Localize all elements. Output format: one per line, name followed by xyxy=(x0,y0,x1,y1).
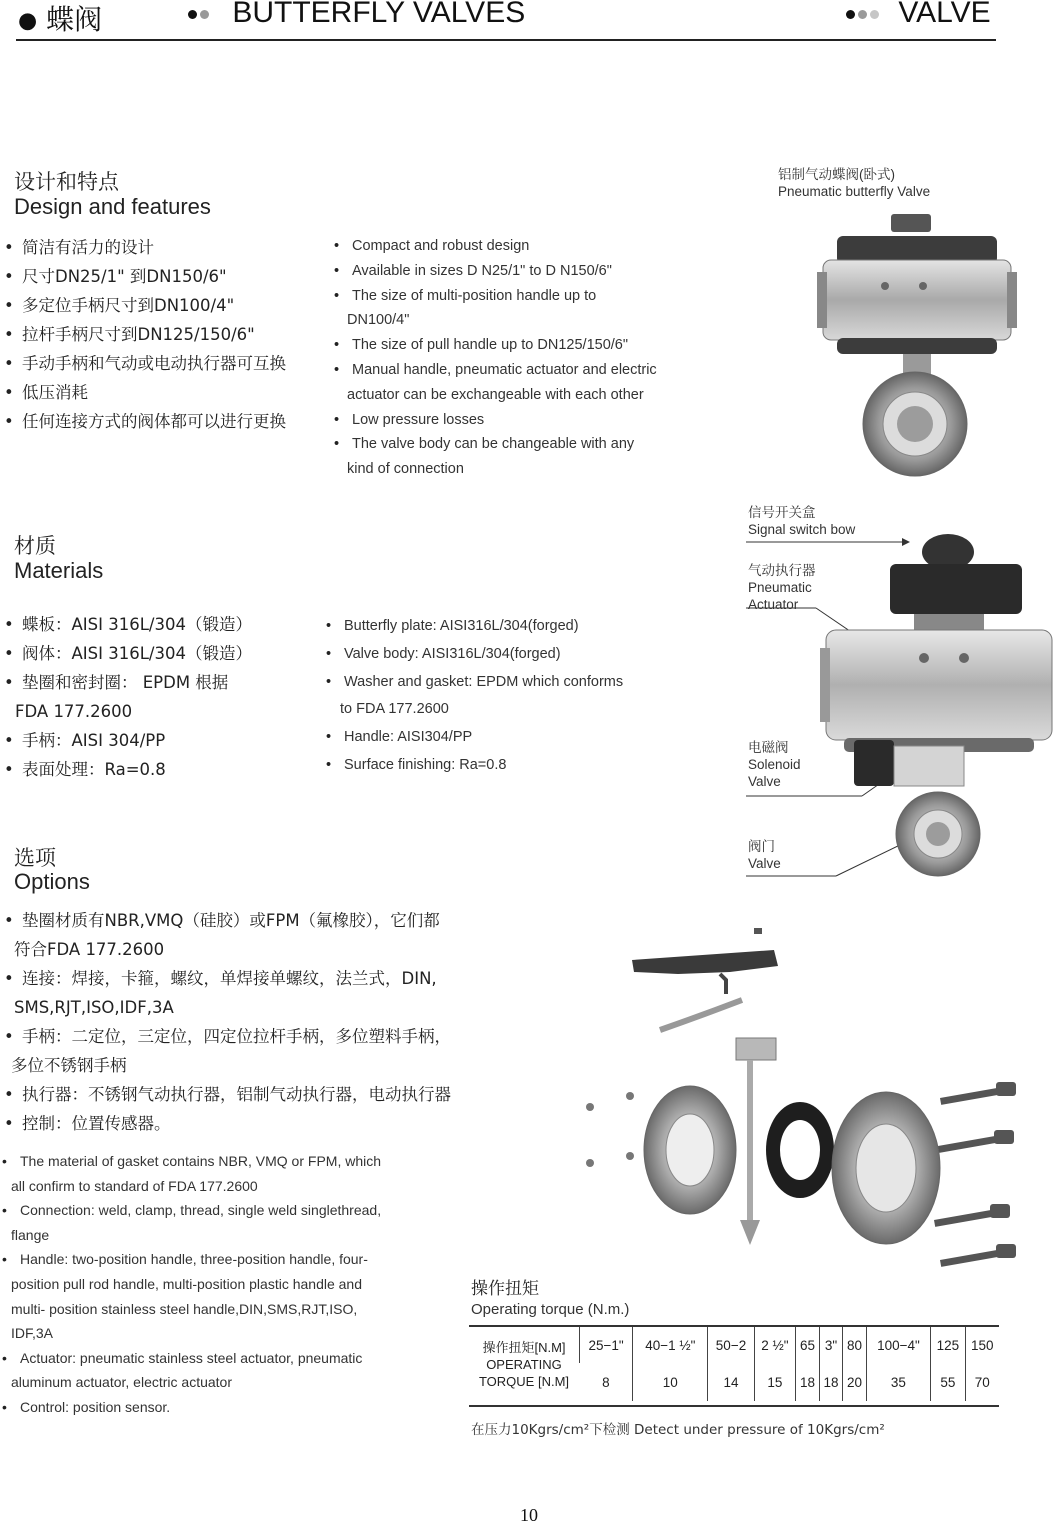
size-cell: 3" xyxy=(819,1327,843,1363)
list-item: • 拉杆手柄尺寸到DN125/150/6" xyxy=(4,320,324,349)
actuated-valve-assembly-image xyxy=(744,530,1056,890)
dot-icon xyxy=(846,10,855,19)
list-item: • The valve body can be changeable with any xyxy=(334,432,714,457)
list-item: • The material of gasket contains NBR, VMQ or FPM, which xyxy=(2,1149,422,1174)
list-item: aluminum actuator, electric actuator xyxy=(11,1374,232,1391)
materials-list-cn xyxy=(4,610,324,784)
list-item: flange xyxy=(11,1226,50,1243)
value-cell: 55 xyxy=(931,1363,966,1401)
value-cell: 35 xyxy=(866,1363,930,1401)
list-item: • The size of pull handle up to DN125/150/6" xyxy=(334,333,714,358)
list-item: • 手动手柄和气动或电动执行器可互换 xyxy=(4,349,324,378)
list-item: • Washer and gasket: EPDM which conforms xyxy=(326,669,706,697)
actuator-caption: 气动执行器 Pneumatic Actuator xyxy=(748,563,816,612)
list-item: • 控制：位置传感器。 xyxy=(4,1109,484,1138)
table-row xyxy=(469,1327,999,1363)
torque-heading-cn: 操作扭矩 xyxy=(471,1279,539,1299)
list-item: 符合FDA 177.2600 xyxy=(14,940,165,959)
list-item: • 蝶板：AISI 316L/304（锻造） xyxy=(4,610,324,639)
value-cell: 14 xyxy=(708,1363,754,1401)
list-item: • 手柄：二定位，三定位，四定位拉杆手柄，多位塑料手柄， xyxy=(4,1022,484,1051)
list-item: • 尺寸DN25/1" 到DN150/6" xyxy=(4,262,324,291)
list-item: DN100/4" xyxy=(347,312,410,329)
list-item: • Valve body: AISI316L/304(forged) xyxy=(326,641,706,669)
design-list-cn xyxy=(4,233,324,436)
value-cell: 18 xyxy=(819,1363,843,1401)
list-item: • Control: position sensor. xyxy=(2,1395,422,1420)
size-cell: 2 ½" xyxy=(754,1327,796,1363)
materials-heading-cn: 材质 xyxy=(14,534,56,558)
list-item: • 任何连接方式的阀体都可以进行更换 xyxy=(4,407,324,436)
dot-icon xyxy=(870,10,879,19)
list-item: FDA 177.2600 xyxy=(15,702,133,721)
pneumatic-valve-caption: 铝制气动蝶阀(卧式) Pneumatic butterfly Valve xyxy=(778,167,931,199)
list-item: • Available in sizes D N25/1" to D N150/6" xyxy=(334,259,714,284)
value-cell: 15 xyxy=(754,1363,796,1401)
list-item: kind of connection xyxy=(347,461,464,478)
list-item: • Butterfly plate: AISI316L/304(forged) xyxy=(326,613,706,641)
page-number: 10 xyxy=(520,1505,538,1525)
size-cell: 150 xyxy=(965,1327,999,1363)
list-item: • 连接：焊接，卡箍，螺纹，单焊接单螺纹，法兰式，DIN, xyxy=(4,964,484,993)
list-item: • Actuator: pneumatic stainless steel actuator, pneumatic xyxy=(2,1346,422,1371)
header-title: BUTTERFLY VALVES xyxy=(188,0,525,30)
list-item: • 垫圈材质有NBR,VMQ（硅胶）或FPM（氟橡胶），它们都 xyxy=(4,906,484,935)
value-cell: 20 xyxy=(843,1363,867,1401)
options-heading-en: Options xyxy=(14,869,90,894)
design-heading-en: Design and features xyxy=(14,194,211,219)
options-list-cn xyxy=(4,906,484,1138)
dot-icon xyxy=(200,10,209,19)
list-item: • 阀体：AISI 316L/304（锻造） xyxy=(4,639,324,668)
list-item: actuator can be exchangeable with each other xyxy=(347,386,644,403)
dot-icon xyxy=(188,10,197,19)
header-right-label: VALVE xyxy=(846,0,991,30)
list-item: • 手柄：AISI 304/PP xyxy=(4,726,324,755)
list-item: multi- position stainless steel handle,DIN,SMS,RJT,ISO, xyxy=(11,1300,358,1317)
materials-heading-en: Materials xyxy=(14,558,104,583)
torque-table xyxy=(469,1327,999,1401)
value-cell: 18 xyxy=(796,1363,820,1401)
list-item: • Manual handle, pneumatic actuator and electric xyxy=(334,358,714,383)
materials-list-en xyxy=(326,613,706,780)
list-item: 多位不锈钢手柄 xyxy=(11,1056,127,1075)
table-bottom-rule xyxy=(469,1405,999,1407)
value-cell: 70 xyxy=(965,1363,999,1401)
size-cell: 125 xyxy=(931,1327,966,1363)
design-heading-cn: 设计和特点 xyxy=(14,170,119,194)
bullet-icon: ● xyxy=(18,8,38,34)
pressure-note: 在压力10Kgrs/cm²下检测 Detect under pressure of 10Kgrs/cm² xyxy=(471,1422,885,1438)
list-item: • Handle: two-position handle, three-position handle, four- xyxy=(2,1247,422,1272)
list-item: • Handle: AISI304/PP xyxy=(326,724,706,752)
torque-row-label: 操作扭矩[N.M] OPERATING TORQUE [N.M] xyxy=(478,1339,570,1389)
list-item: to FDA 177.2600 xyxy=(340,701,449,718)
list-item: • Low pressure losses xyxy=(334,408,714,433)
list-item: position pull rod handle, multi-position plastic handle and xyxy=(11,1275,362,1292)
value-cell: 8 xyxy=(602,1374,610,1390)
size-cell: 65 xyxy=(796,1327,820,1363)
size-cell: 50−2 xyxy=(708,1327,754,1363)
size-cell: 100−4" xyxy=(866,1327,930,1363)
options-list-en xyxy=(2,1149,422,1420)
list-item: • 低压消耗 xyxy=(4,378,324,407)
size-cell: 25−1" xyxy=(580,1327,633,1363)
dot-icon xyxy=(858,10,867,19)
list-item: • Surface finishing: Ra=0.8 xyxy=(326,752,706,780)
value-cell: 10 xyxy=(633,1363,708,1401)
torque-heading-en: Operating torque (N.m.) xyxy=(471,1301,630,1318)
list-item: • Connection: weld, clamp, thread, single weld singlethread, xyxy=(2,1198,422,1223)
header-rule xyxy=(16,39,996,41)
signal-switch-caption: 信号开关盒 Signal switch bow xyxy=(748,505,856,537)
valve-caption: 阀门 Valve xyxy=(748,839,781,871)
options-heading-cn: 选项 xyxy=(14,846,56,870)
design-list-en xyxy=(334,234,714,482)
pneumatic-butterfly-valve-image xyxy=(815,212,1020,482)
list-item: • 多定位手柄尺寸到DN100/4" xyxy=(4,291,324,320)
list-item: • 简洁有活力的设计 xyxy=(4,233,324,262)
list-item: • 执行器：不锈钢气动执行器，铝制气动执行器，电动执行器 xyxy=(4,1080,484,1109)
size-cell: 80 xyxy=(843,1327,867,1363)
exploded-valve-image xyxy=(560,920,1040,1290)
list-item: SMS,RJT,ISO,IDF,3A xyxy=(14,998,174,1017)
list-item: IDF,3A xyxy=(11,1325,54,1342)
list-item: • 表面处理：Ra=0.8 xyxy=(4,755,324,784)
size-cell: 40−1 ½" xyxy=(633,1327,708,1363)
list-item: • 垫圈和密封圈： EPDM 根据 xyxy=(4,668,324,697)
list-item: • The size of multi-position handle up to xyxy=(334,284,714,309)
list-item: all confirm to standard of FDA 177.2600 xyxy=(11,1177,258,1194)
list-item: • Compact and robust design xyxy=(334,234,714,259)
header-cn-title: ● 蝶阀 xyxy=(18,3,103,36)
solenoid-caption: 电磁阀 Solenoid Valve xyxy=(748,740,801,789)
